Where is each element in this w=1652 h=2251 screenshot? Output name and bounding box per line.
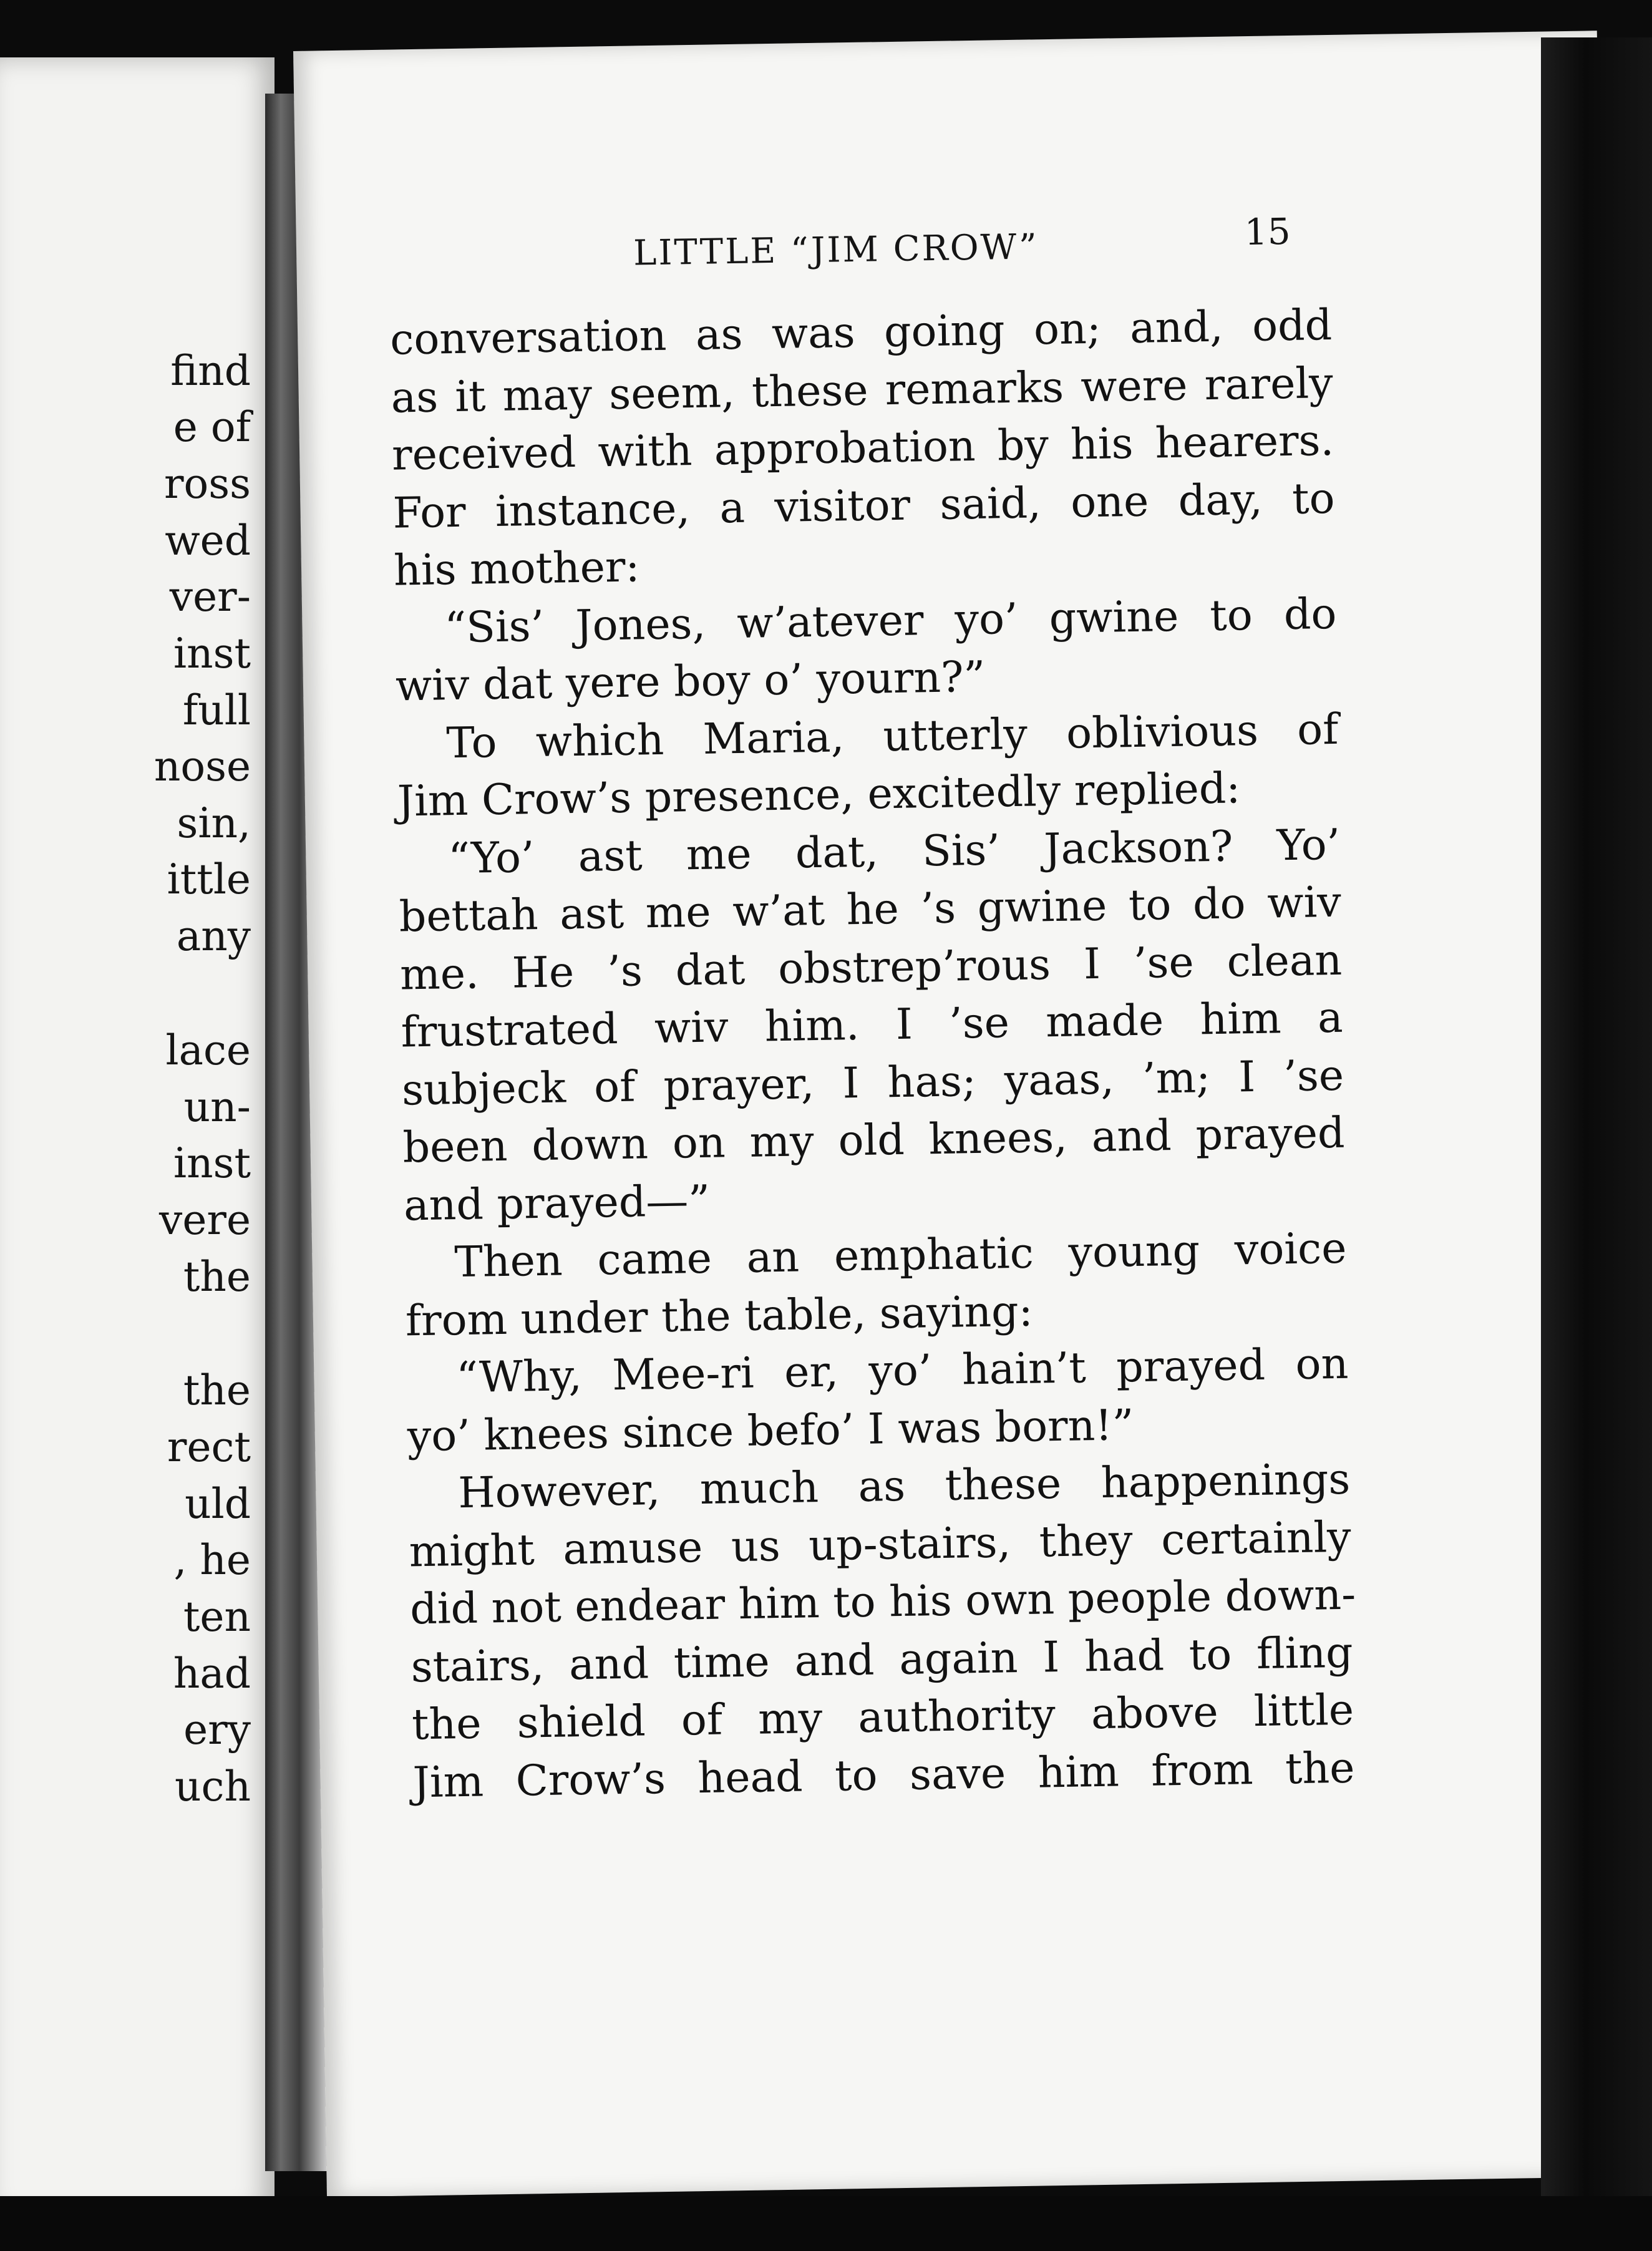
left-fragment: find [170,347,251,395]
left-fragment: rect [167,1423,251,1471]
left-fragment: nose [153,742,251,790]
right-page [293,31,1631,2197]
left-fragment: ten [183,1593,251,1641]
left-fragment: had [173,1650,251,1698]
book-cover-edge [1541,37,1652,2251]
text-line: “Yo’ ast me dat, Sis’ Jackson? Yo’ [447,820,1341,883]
text-line: yo’ knees since befo’ I was born!” [407,1400,1135,1461]
text-line: as it may seem, these remarks were rarely [391,358,1334,423]
left-fragment: inst [173,1139,251,1187]
left-fragment: , he [173,1536,251,1584]
text-line: from under the table, saying: [405,1286,1034,1346]
text-line: wiv dat yere boy o’ yourn?” [395,652,986,711]
left-fragment: lace [165,1026,251,1074]
left-fragment: the [183,1366,251,1414]
left-fragment: sin, [177,799,251,847]
text-line: received with approbation by his hearers. [391,416,1334,480]
text-line: Then came an emphatic young voice [454,1223,1347,1288]
text-line: However, much as these happenings [457,1454,1351,1519]
text-line: and prayed—” [403,1176,711,1230]
text-line: “Sis’ Jones, w’atever yo’ gwine to do [444,589,1337,653]
left-page [0,57,275,2216]
left-fragment: uch [175,1762,251,1811]
left-fragment: e of [173,403,251,451]
left-fragment: ver- [169,573,251,621]
text-line: To which Maria, utterly oblivious of [445,704,1339,768]
left-fragment: any [176,912,251,960]
running-head: LITTLE “JIM CROW” [633,226,1039,274]
text-line: Jim Crow’s head to save him from the [412,1743,1356,1807]
text-line: subjeck of prayer, I has; yaas, ’m; I ’se [401,1051,1344,1115]
left-fragment: ittle [167,855,251,903]
text-line: “Why, Mee-ri er, yo’ hain’t prayed on [455,1339,1349,1403]
left-fragment: un- [183,1083,251,1131]
text-line: did not endear him to his own people down- [409,1570,1356,1635]
text-line: conversation as was going on; and, odd [389,300,1333,365]
left-fragment: uld [185,1480,251,1528]
text-line: Jim Crow’s presence, excitedly replied: [397,764,1241,827]
left-fragment: full [182,686,251,734]
left-fragment: ross [163,460,251,508]
text-line: the shield of my authority above little [411,1685,1354,1750]
text-line: frustrated wiv him. I ’se made him a [401,993,1344,1057]
left-fragment: wed [165,517,251,565]
left-fragment: inst [173,630,251,678]
scan-bottom-edge [0,2196,1652,2251]
left-fragment: ery [183,1706,251,1754]
text-line: stairs, and time and again I had to fling [411,1628,1354,1692]
text-line: me. He ’s dat obstrep’rous I ’se clean [399,935,1343,999]
text-line: bettah ast me w’at he ’s gwine to do wiv [399,877,1342,942]
text-line: For instance, a visitor said, one day, to [392,474,1336,538]
page-number: 15 [1244,210,1291,254]
body-text [390,297,1356,1812]
left-fragment: vere [159,1196,251,1244]
text-line: his mother: [393,542,640,596]
text-line: might amuse us up-stairs, they certainly [409,1512,1352,1577]
text-line: been down on my old knees, and prayed [402,1108,1346,1173]
left-fragment: the [183,1253,251,1301]
